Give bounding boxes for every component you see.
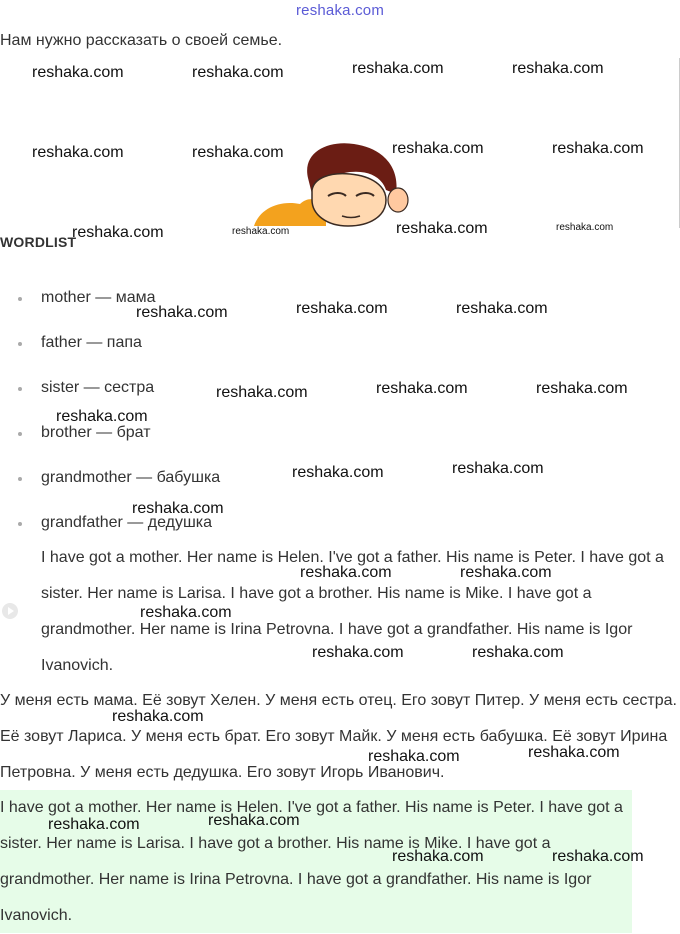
watermark: reshaka.com <box>72 224 164 241</box>
watermark: reshaka.com <box>32 144 124 161</box>
watermark: reshaka.com <box>456 300 548 317</box>
watermark: reshaka.com <box>216 384 308 401</box>
watermark: reshaka.com <box>368 748 460 765</box>
english-paragraph-highlighted: I have got a mother. Her name is Helen. I've got a father. His name is Peter. I have got a sister. Her name is Larisa. I have got a brother. His name is Mike. I have got a grandmother. Her name is Irina Petrovna. I have got a grandfather. His name is Igor Ivanovich. <box>0 790 632 933</box>
watermark: reshaka.com <box>232 226 290 237</box>
watermark: reshaka.com <box>32 64 124 81</box>
bullet-icon <box>18 342 22 346</box>
watermark: reshaka.com <box>140 604 232 621</box>
english-paragraph: I have got a mother. Her name is Helen. I've got a father. His name is Peter. I have got a sister. Her name is Larisa. I have got a brother. His name is Mike. I have got a grandmother. Her name is Irina Petrovna. I have got a grandfather. His name is Igor Ivanovich. <box>41 549 664 674</box>
watermark: reshaka.com <box>300 564 392 581</box>
bullet-icon <box>18 387 22 391</box>
watermark: reshaka.com <box>392 140 484 157</box>
watermark: reshaka.com <box>136 304 228 321</box>
wordlist-title: WORDLIST <box>0 234 77 250</box>
watermark: reshaka.com <box>452 460 544 477</box>
watermark: reshaka.com <box>528 744 620 761</box>
watermark: reshaka.com <box>56 408 148 425</box>
watermark: reshaka.com <box>472 644 564 661</box>
watermark: reshaka.com <box>552 848 644 865</box>
watermark: reshaka.com <box>192 64 284 81</box>
bullet-icon <box>18 477 22 481</box>
watermark: reshaka.com <box>556 222 614 233</box>
russian-paragraph: У меня есть мама. Её зовут Хелен. У меня есть отец. Его зовут Питер. У меня есть сестра. Её зовут Лариса. У меня есть брат. Его зовут Майк. У меня есть бабушка. Её зовут Ирина Петровна. У меня есть дедушка. Его зовут Игорь Иванович. <box>0 692 677 781</box>
watermark: reshaka.com <box>312 644 404 661</box>
watermark: reshaka.com <box>396 220 488 237</box>
watermark: reshaka.com <box>112 708 204 725</box>
site-watermark-top[interactable]: reshaka.com <box>295 2 385 19</box>
watermark: reshaka.com <box>536 380 628 397</box>
watermark: reshaka.com <box>208 812 300 829</box>
watermark: reshaka.com <box>132 500 224 517</box>
watermark: reshaka.com <box>552 140 644 157</box>
watermark: reshaka.com <box>512 60 604 77</box>
watermark: reshaka.com <box>48 816 140 833</box>
watermark: reshaka.com <box>376 380 468 397</box>
bullet-icon <box>18 432 22 436</box>
watermark: reshaka.com <box>460 564 552 581</box>
watermark: reshaka.com <box>292 464 384 481</box>
watermark: reshaka.com <box>192 144 284 161</box>
intro-text: Нам нужно рассказать о своей семье. <box>0 32 283 49</box>
ear <box>388 188 408 212</box>
bullet-icon <box>18 297 22 301</box>
watermark: reshaka.com <box>352 60 444 77</box>
bullet-icon <box>18 522 22 526</box>
watermark: reshaka.com <box>296 300 388 317</box>
watermark: reshaka.com <box>392 848 484 865</box>
play-icon[interactable] <box>2 603 18 619</box>
